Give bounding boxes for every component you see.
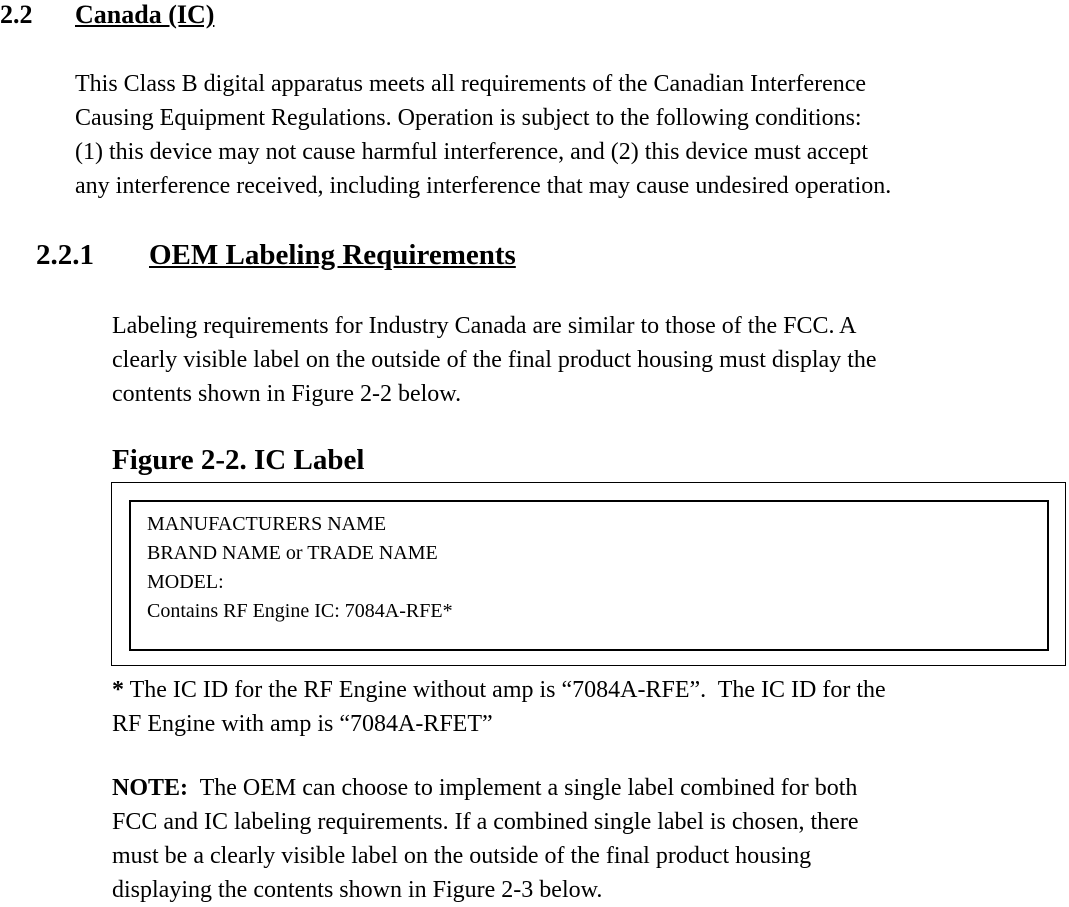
note-line: displaying the contents shown in Figure 2-3 below. — [112, 877, 603, 903]
section-title: Canada (IC) — [75, 0, 215, 29]
subsection-paragraph — [112, 309, 877, 411]
footnote — [112, 673, 886, 741]
ic-label-content — [147, 510, 453, 626]
label-line-brand: BRAND NAME or TRADE NAME — [147, 542, 438, 564]
note-text: The OEM can choose to implement a single label combined for both — [188, 775, 858, 801]
section-paragraph — [75, 67, 891, 203]
label-line-model: MODEL: — [147, 571, 224, 593]
footnote-line: RF Engine with amp is “7084A-RFET” — [112, 711, 493, 737]
note-prefix: NOTE: — [112, 775, 189, 801]
footnote-line — [112, 673, 886, 707]
label-line-manufacturer: MANUFACTURERS NAME — [147, 513, 387, 535]
subsection-title: OEM Labeling Requirements — [149, 239, 516, 271]
paragraph-line: contents shown in Figure 2-2 below. — [112, 381, 462, 407]
paragraph-line: (1) this device may not cause harmful interference, and (2) this device must accept — [75, 139, 869, 165]
footnote-text: The IC ID for the RF Engine without amp is “7084A-RFE”. The IC ID for the — [124, 677, 886, 703]
paragraph-line: clearly visible label on the outside of the final product housing must display the — [112, 347, 877, 373]
note-line — [112, 771, 858, 805]
footnote-marker: * — [112, 677, 124, 703]
paragraph-line: any interference received, including interference that may cause undesired operation. — [75, 173, 892, 199]
note — [112, 771, 858, 907]
note-line: FCC and IC labeling requirements. If a combined single label is chosen, there — [112, 809, 859, 835]
figure-caption: Figure 2-2. IC Label — [112, 444, 365, 476]
note-line: must be a clearly visible label on the outside of the final product housing — [112, 843, 812, 869]
section-number: 2.2 — [0, 0, 33, 29]
paragraph-line: Labeling requirements for Industry Canada are similar to those of the FCC. A — [112, 313, 857, 339]
paragraph-line: Causing Equipment Regulations. Operation is subject to the following conditions: — [75, 105, 862, 131]
paragraph-line: This Class B digital apparatus meets all requirements of the Canadian Interference — [75, 71, 867, 97]
subsection-number: 2.2.1 — [36, 239, 94, 271]
label-line-ic-id: Contains RF Engine IC: 7084A-RFE* — [147, 600, 453, 622]
